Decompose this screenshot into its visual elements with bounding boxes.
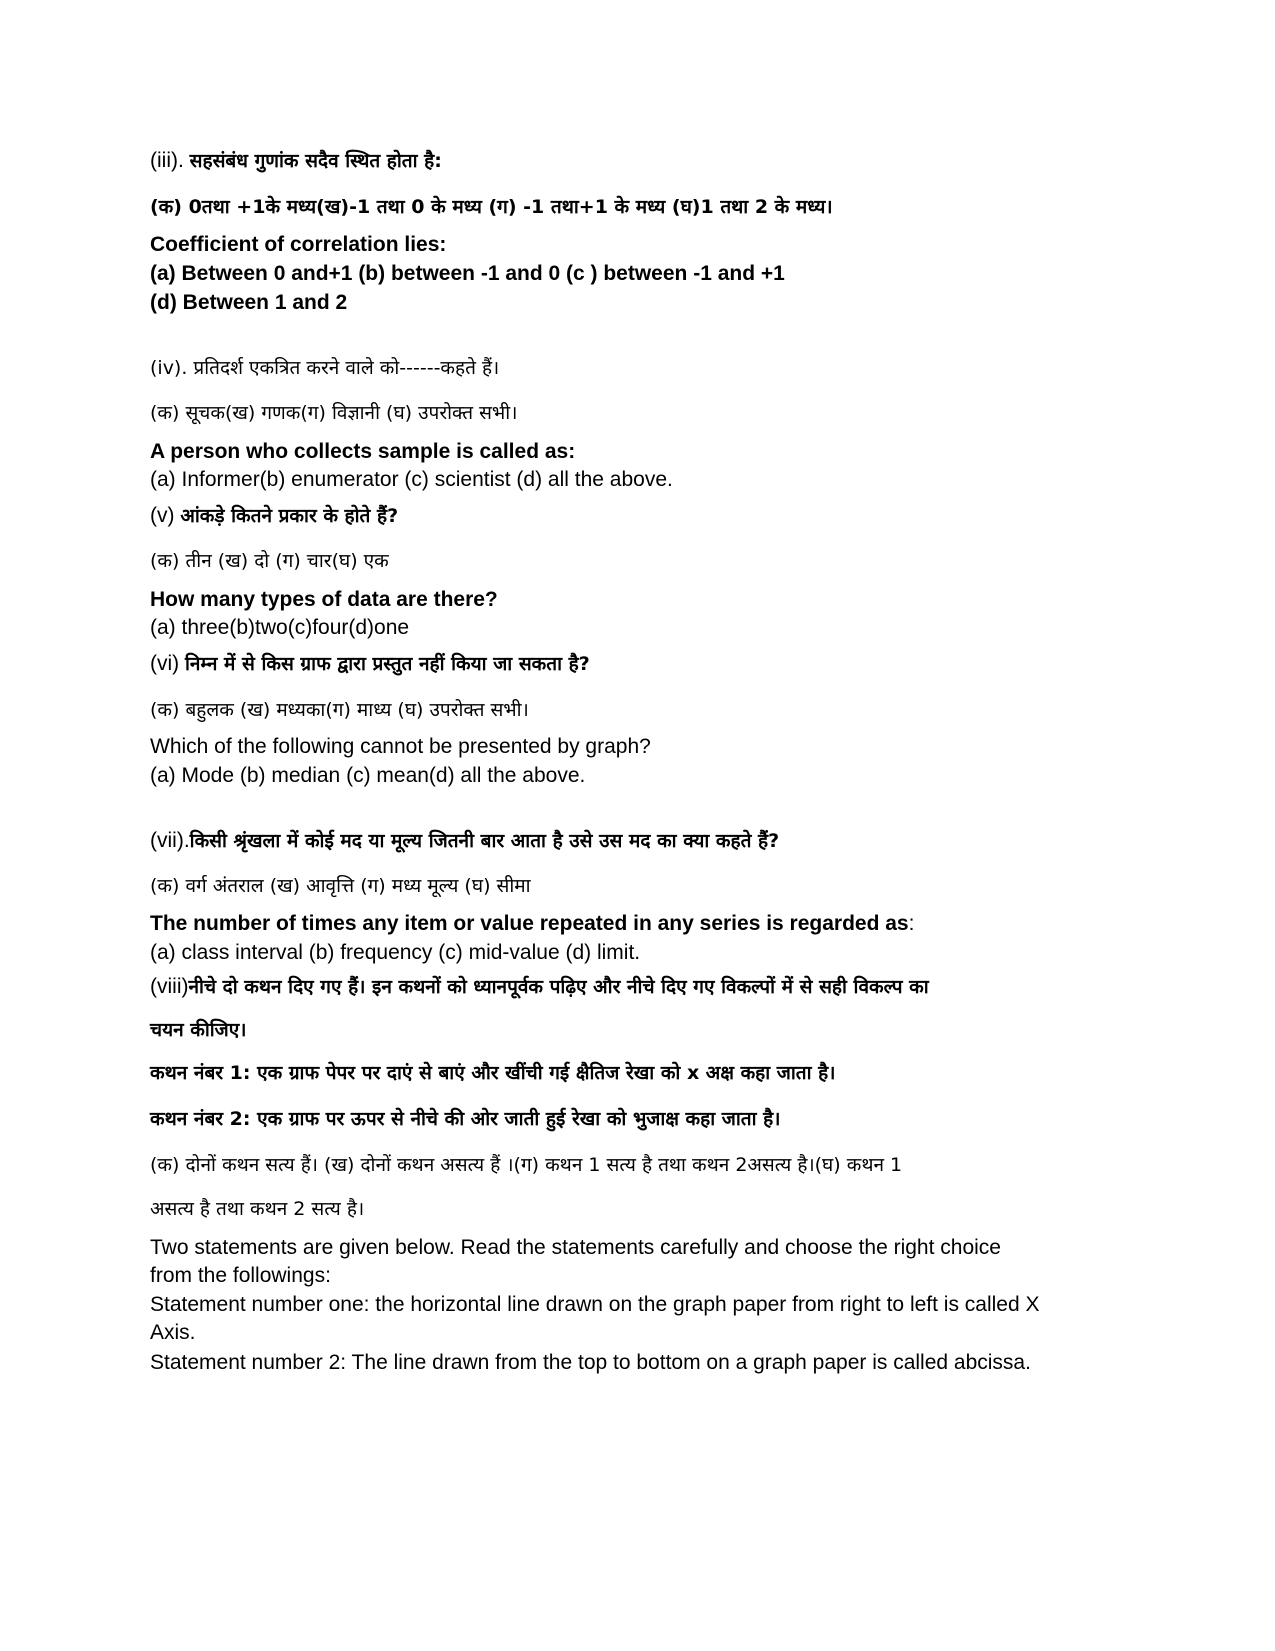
q8-hindi-question-line-1 xyxy=(150,974,929,1000)
q8-hindi-statement-2: कथन नंबर 2: एक ग्राफ पर ऊपर से नीचे की ओर जाती हुई रेखा को भुजाक्ष कहा जाता है। xyxy=(150,1108,781,1130)
q6-hindi-question: निम्न में से किस ग्राफ द्वारा प्रस्तुत नहीं किया जा सकता है? xyxy=(185,653,590,675)
q7-english-question-line xyxy=(150,911,914,937)
q6-hindi-options: (क) बहुलक (ख) मध्यका(ग) माध्य (घ) उपरोक्त सभी। xyxy=(150,699,529,721)
q6-hindi-question-line xyxy=(150,651,590,677)
q7-hindi-question-line xyxy=(150,828,779,854)
q5-hindi-question-line xyxy=(150,503,398,529)
q7-hindi-question: किसी श्रृंखला में कोई मद या मूल्य जितनी बार आता है उसे उस मद का क्या कहते हैं? xyxy=(189,830,780,852)
q3-number: (iii). xyxy=(150,149,190,172)
q6-english-options: (a) Mode (b) median (c) mean(d) all the above. xyxy=(150,764,586,787)
q8-english-question-1: Two statements are given below. Read the statements carefully and choose the right choice xyxy=(150,1236,1001,1259)
q7-number: (vii). xyxy=(150,829,190,852)
q6-english-question: Which of the following cannot be presented by graph? xyxy=(150,735,651,758)
q7-hindi-options: (क) वर्ग अंतराल (ख) आवृत्ति (ग) मध्य मूल्य (घ) सीमा xyxy=(150,875,531,897)
q8-english-statement-1b: Axis. xyxy=(150,1321,196,1344)
q7-english-question: The number of times any item or value repeated in any series is regarded as xyxy=(150,912,909,935)
q6-number: (vi) xyxy=(150,652,185,675)
q8-number: (viii) xyxy=(150,975,189,998)
q4-english-question: A person who collects sample is called as: xyxy=(150,440,576,463)
q4-english-options: (a) Informer(b) enumerator (c) scientist (d) all the above. xyxy=(150,468,673,491)
q5-hindi-question: आंकड़े कितने प्रकार के होते हैं? xyxy=(180,505,399,527)
q3-english-question: Coefficient of correlation lies: xyxy=(150,233,447,256)
q8-hindi-options-1: (क) दोनों कथन सत्य हैं। (ख) दोनों कथन असत्य हैं ।(ग) कथन 1 सत्य है तथा कथन 2असत्य है।(घ) कथन 1 xyxy=(150,1154,903,1176)
q5-number: (v) xyxy=(150,504,181,527)
q5-english-options: (a) three(b)two(c)four(d)one xyxy=(150,616,410,639)
q7-english-options: (a) class interval (b) frequency (c) mid-value (d) limit. xyxy=(150,941,641,964)
q8-hindi-question-1: नीचे दो कथन दिए गए हैं। इन कथनों को ध्यानपूर्वक पढ़िए और नीचे दिए गए विकल्पों में से सही विकल्प का xyxy=(188,976,929,998)
q3-hindi-options: (क) 0तथा +1के मध्य(ख)-1 तथा 0 के मध्य (ग) -1 तथा+1 के मध्य (घ)1 तथा 2 के मध्य। xyxy=(150,196,833,218)
q4-hindi-question: (iv). प्रतिदर्श एकत्रित करने वाले को------कहते हैं। xyxy=(150,357,500,379)
q3-hindi-question: सहसंबंध गुणांक सदैव स्थित होता है: xyxy=(189,150,442,172)
q8-english-question-2: from the followings: xyxy=(150,1264,331,1287)
q8-english-statement-2: Statement number 2: The line drawn from the top to bottom on a graph paper is called abcissa. xyxy=(150,1351,1031,1374)
q8-english-statement-1a: Statement number one: the horizontal line drawn on the graph paper from right to left is called X xyxy=(150,1293,1040,1316)
q8-hindi-question-2: चयन कीजिए। xyxy=(150,1019,247,1041)
q8-hindi-statement-1: कथन नंबर 1: एक ग्राफ पेपर पर दाएं से बाएं और खींची गई क्षैतिज रेखा को x अक्ष कहा जाता है। xyxy=(150,1062,836,1084)
q3-english-options-1: (a) Between 0 and+1 (b) between -1 and 0 (c ) between -1 and +1 xyxy=(150,262,785,285)
q5-english-question: How many types of data are there? xyxy=(150,588,498,611)
q8-hindi-options-2: असत्य है तथा कथन 2 सत्य है। xyxy=(150,1198,365,1220)
q5-hindi-options: (क) तीन (ख) दो (ग) चार(घ) एक xyxy=(150,550,389,572)
q7-english-question-colon: : xyxy=(908,912,915,935)
q3-hindi-question-line xyxy=(150,148,442,174)
q3-english-options-2: (d) Between 1 and 2 xyxy=(150,291,348,314)
q4-hindi-options: (क) सूचक(ख) गणक(ग) विज्ञानी (घ) उपरोक्त सभी। xyxy=(150,402,518,424)
